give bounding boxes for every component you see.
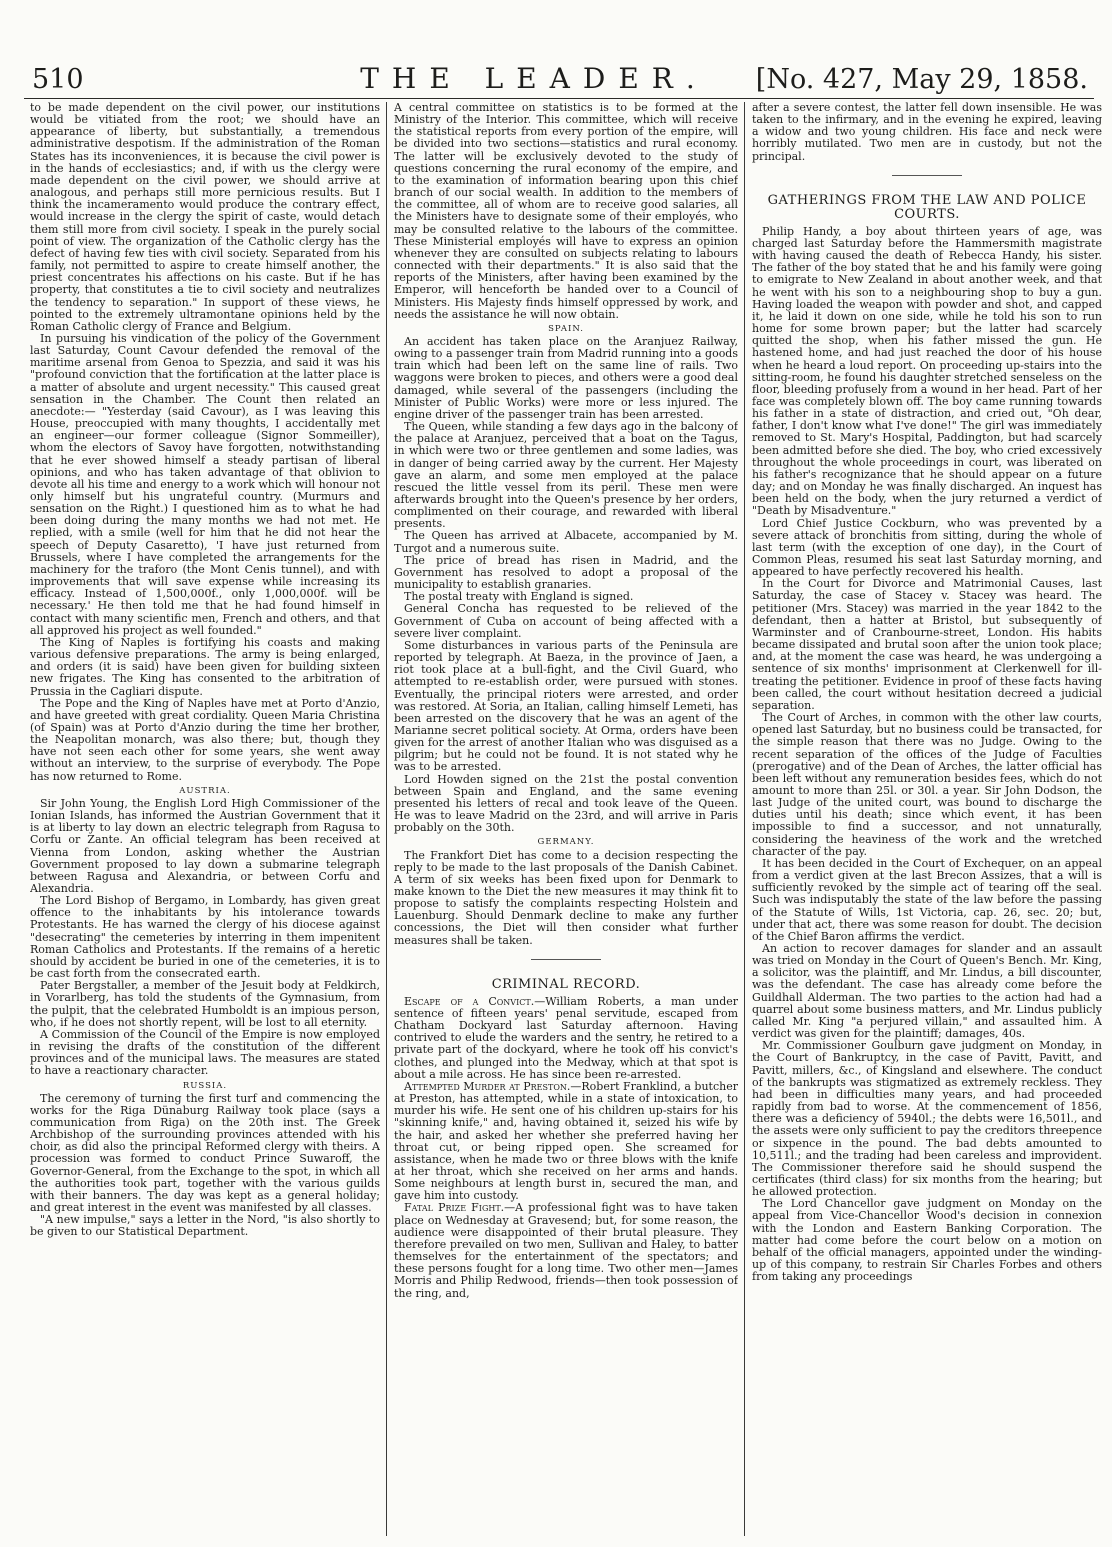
paragraph: A Commission of the Council of the Empire is now employed in revising the drafts of the constitution of the different provinces and of the municipal laws. The measures are stated to have a reactionary character. [30,1027,380,1078]
paragraph: The Lord Chancellor gave judgment on Monday on the appeal from Vice-Chancellor Wood's decision in connexion with the London and Eastern Banking Corporation. The matter had come before the court below on a motion on behalf of the official managers, appointed under the winding-up of this company, to restrain Sir Charles Forbes and others from taking any proceedings [752,1197,1102,1284]
paragraph: General Concha has requested to be relieved of the Government of Cuba on account of being affected with a severe liver complaint. [394,602,738,640]
paragraph: An action to recover damages for slander and an assault was tried on Monday in the Court of Queen's Bench. Mr. King, a solicitor, was the plaintiff, and Mr. Lindus, a bill discounter, was the defendant. The case has already come before the Guildhall Alderman. The two parties to the action had had a quarrel about some business matters, and Mr. Lindus publicly called Mr. King "a perjured villain," and assaulted him. A verdict was given for the plaintiff; damages, 40s. [752,942,1102,1041]
paragraph: Some disturbances in various parts of the Peninsula are reported by telegraph. At Baeza, in the province of Jaen, a riot took place at a bull-fight, and the Civil Guard, who attempted to re-establish order, were pursued with stones. Eventually, the principal rioters were arrested, and order was restored. At Soria, an Italian, calling himself Lemeti, has been arrested on the discovery that he was an agent of the Marianne secret political society. At Orma, orders have been given for the arrest of another Italian who was disguised as a pilgrim; but he could not be found. It is not stated why he was to be arrested. [394,638,738,774]
issue-date: [No. 427, May 29, 1858. [755,64,1088,95]
section-heading-austria: AUSTRIA. [179,785,231,796]
paragraph: In the Court for Divorce and Matrimonial Causes, last Saturday, the case of Stacey v. Stacey was heard. The petitioner (Mrs. Stacey) was married in the year 1842 to the defendant, then a hatter at Bristol, but subsequently of Warminster and of Cranbourne-street, London. His habits became dissipated and brutal soon after the union took place; and, at the moment the case was heard, he was undergoing a sentence of six months' imprisonment at Clerkenwell for ill-treating the petitioner. Evidence in proof of these facts having been called, the court without hesitation decreed a judicial separation. [752,577,1102,712]
section-heading-germany: GERMANY. [537,837,595,848]
run-in-heading: Fatal Prize Fight. [404,1201,505,1215]
column-middle [394,102,738,1542]
paragraph: The Queen, while standing a few days ago in the balcony of the palace at Aranjuez, perceived that a boat on the Tagus, in which were two or three gentlemen and some ladies, was in danger of being carried away by the current. Her Majesty gave an alarm, and some men employed at the palace rescued the little vessel from its peril. These men were afterwards brought into the Queen's presence by her orders, complimented on their courage, and rewarded with liberal presents. [394,420,738,531]
section-heading-law-courts: GATHERINGS FROM THE LAW AND POLICE COURTS. [767,192,1087,222]
column-left [30,102,380,1542]
paragraph: Mr. Commissioner Goulburn gave judgment on Monday, in the Court of Bankruptcy, in the case of Pavitt, Pavitt, and Pavitt, millers, &c., of Kingsland and elsewhere. The conduct of the bankrupts was stigmatized as extremely reckless. They had been in difficulties many years, and had proceeded rapidly from bad to worse. At the commencement of 1856, there was a deficiency of 5940l.; the debts were 16,501l., and the assets were only sufficient to pay the creditors threepence or sixpence in the pound. The bad debts amounted to 10,511l.; and the trading had been careless and improvident. The Commissioner therefore said he should suspend the certificates (third class) for six months from the hearing; but he allowed protection. [752,1039,1102,1199]
section-heading-russia: RUSSIA. [182,1080,228,1091]
section-heading-criminal-record: CRIMINAL RECORD. [491,976,641,992]
column-right [752,102,1102,1542]
paragraph [394,1202,738,1299]
paragraph: Lord Chief Justice Cockburn, who was prevented by a severe attack of bronchitis from sitting, during the whole of last term (with the exception of one day), in the Court of Common Pleas, resumed his seat last Saturday morning, and appeared to have perfectly recovered his health. [752,516,1102,579]
paragraph: The price of bread has risen in Madrid, and the Government has resolved to adopt a proposal of the municipality to establish granaries. [394,553,738,592]
paragraph: It has been decided in the Court of Exchequer, on an appeal from a verdict given at the last Brecon Assizes, that a will is sufficiently revoked by the simple act of tearing off the seal. Such was indisputably the state of the law before the passing of the Statute of Wills, 1st Victoria, cap. 26, sec. 20; but, under that act, there was some reason for doubt. The decision of the Chief Baron affirms the verdict. [752,856,1102,943]
paragraph: Lord Howden signed on the 21st the postal convention between Spain and England, and the same evening presented his letters of recal and took leave of the Queen. He was to leave Madrid on the 23rd, and will arrive in Paris probably on the 30th. [394,772,738,835]
paragraph: after a severe contest, the latter fell down insensible. He was taken to the infirmary, and in the evening he expired, leaving a widow and two young children. His face and neck were horribly mutilated. Two men are in custody, but not the principal. [752,102,1102,163]
paragraph: Pater Bergstaller, a member of the Jesuit body at Feldkirch, in Vorarlberg, has told the students of the Gymnasium, from the pulpit, that the celebrated Humboldt is an impious person, who, if he does not shortly repent, will be lost to all eternity. [30,979,380,1029]
paragraph: The ceremony of turning the first turf and commencing the works for the Riga Dünaburg Railway took place (says a communication from Riga) on the 20th inst. The Greek Archbishop of the surrounding provinces attended with his choir, as did also the principal Reformed clergy with theirs. A procession was formed to conduct Prince Suwaroff, the Governor-General, from the Exchange to the spot, in which all the authorities took part, together with the various guilds with their banners. The day was kept as a general holiday; and great interest in the event was manifested by all classes. [30,1091,380,1215]
paragraph: The Lord Bishop of Bergamo, in Lombardy, has given great offence to the inhabitants by his intolerance towards Protestants. He has warned the clergy of his diocese against "desecrating" the cemeteries by interring in them impenitent Roman Catholics and Protestants. If the remains of a heretic should by accident be buried in one of the cemeteries, it is to be cast forth from the consecrated earth. [30,894,380,981]
paragraph: In pursuing his vindication of the policy of the Government last Saturday, Count Cavour defended the removal of the maritime arsenal from Genoa to Spezzia, and said it was his "profound conviction that the fortification at the latter place is a matter of absolute and urgent necessity." This caused great sensation in the Chamber. The Count then related an anecdote:— "Yesterday (said Cavour), as I was leaving this House, preoccupied with many thoughts, I accidentally met an engineer—our former colleague (Signor Sommeiller), whom the electors of Savoy have forgotten, notwithstanding that he ever showed himself a steady partisan of liberal opinions, and who has taken advantage of that oblivion to devote all his time and energy to a work which will honour not only himself but his ungrateful country. (Murmurs and sensation on the Right.) I questioned him as to what he had been doing during the many months we had not met. He replied, with a smile (well for him that he did not hear the speech of Deputy Casaretto), 'I have just returned from Brussels, where I have completed the arrangements for the machinery for the traforo (the Mont Cenis tunnel), and with improvements that will save expense while increasing its efficacy. Instead of 1,500,000f., only 1,000,000f. will be necessary.' He then told me that he had found himself in contact with many scientific men, French and others, and that all approved his project as well founded." [30,331,380,637]
column-divider [386,102,387,1536]
paragraph: A central committee on statistics is to be formed at the Ministry of the Interior. This committee, which will receive the statistical reports from every portion of the empire, will be divided into two sections—statistics and rural economy. The latter will be exclusively devoted to the study of questions concerning the rural economy of the empire, and to the examination of information bearing upon this chief branch of our social wealth. In addition to the members of the committee, all of whom are to receive good salaries, all the Ministers have to designate some of their employés, who may be consulted relative to the labours of the committee. These Ministerial employés will have to express an opinion whenever they are consulted on subjects relating to labours connected with their departments." It is also said that the reports of the Ministers, after having been examined by the Emperor, will henceforth be handed over to a Council of Ministers. His Majesty finds himself oppressed by work, and needs the assistance he will now obtain. [394,102,738,321]
section-divider [892,175,962,176]
paragraph: The Pope and the King of Naples have met at Porto d'Anzio, and have greeted with great cordiality. Queen Maria Christina (of Spain) was at Porto d'Anzio during the time her brother, the Neapolitan monarch, was also there; but, though they have not seen each other for some years, she went away without an interview, to the surprise of everybody. The Pope has now returned to Rome. [30,696,380,783]
section-divider [531,959,601,960]
paragraph: Philip Handy, a boy about thirteen years of age, was charged last Saturday before the Hammersmith magistrate with having caused the death of Rebecca Handy, his sister. The father of the boy stated that he and his family were going to emigrate to New Zealand in about another week, and that he went with his son to a neighbouring shop to buy a gun. Having loaded the weapon with powder and shot, and capped it, he laid it down on one side, while he told his son to run home for some brown paper; but the latter had scarcely quitted the shop, when his father missed the gun. He hastened home, and had just reached the door of his house when he heard a loud report. On proceeding up-stairs into the sitting-room, he found his daughter stretched senseless on the floor, bleeding profusely from a wound in her head. Part of her face was completely blown off. The boy came running towards his father in a state of distraction, and cried out, "Oh dear, father, I don't know what I've done!" The girl was immediately removed to St. Mary's Hospital, Paddington, but had scarcely been admitted before she died. The boy, who cried excessively throughout the whole proceedings in court, was liberated on his father's recognizance that he should appear on a future day; and on Monday he was finally discharged. An inquest has been held on the body, when the jury returned a verdict of "Death by Misadventure." [752,224,1102,518]
paragraph: The Queen has arrived at Albacete, accompanied by M. Turgot and a numerous suite. [394,529,738,555]
run-in-heading: Escape of a Convict. [404,994,535,1008]
paragraph-body: —A professional fight was to have taken place on Wednesday at Gravesend; but, for some reason, the audience were disappointed of their brutal pleasure. They therefore prevailed on two men, Sullivan and Haley, to batter themselves for the entertainment of the spectators; and these persons fought for a long time. Two other men—James Morris and Philip Redwood, friends—then took possession of the ring, and, [394,1201,738,1300]
page-number: 510 [32,64,84,95]
newspaper-title: THE LEADER. [360,62,708,95]
paragraph [394,996,738,1081]
run-in-heading: Attempted Murder at Preston. [404,1079,571,1093]
paragraph [394,1081,738,1203]
paragraph: An accident has taken place on the Aranjuez Railway, owing to a passenger train from Madrid running into a goods train which had been left on the same line of rails. Two waggons were broken to pieces, and others were a good deal damaged, while several of the passengers (including the Minister of Public Works) were more or less injured. The engine driver of the passenger train has been arrested. [394,334,738,421]
paragraph: to be made dependent on the civil power, our institutions would be vitiated from the root; we should have an appearance of liberty, but substantially, a tremendous administrative despotism. If the administration of the Roman States has its inconveniences, it is because the civil power is in the hands of ecclesiastics; and, if with us the clergy were made dependent on the civil power, we should arrive at analogous, and perhaps still more pernicious results. But I think the incameramento would produce the contrary effect, would increase in the clergy the spirit of caste, would detach them still more from civil society. I speak in the purely social point of view. The organization of the Catholic clergy has the defect of having few ties with civil society. Separated from his family, not permitted to aspire to create himself another, the priest concentrates his affections on his caste. But if he has property, that constitutes a tie to civil society and neutralizes the tendency to separation." In support of these views, he pointed to the extremely ultramontane opinions held by the Roman Catholic clergy of France and Belgium. [30,102,380,333]
paragraph: Sir John Young, the English Lord High Commissioner of the Ionian Islands, has informed the Austrian Government that it is at liberty to lay down an electric telegraph from Ragusa to Corfu or Zante. An official telegram has been received at Vienna from London, asking whether the Austrian Government proposed to lay down a submarine telegraph between Ragusa and Alexandria, or between Corfu and Alexandria. [30,796,380,895]
paragraph: The Court of Arches, in common with the other law courts, opened last Saturday, but no business could be transacted, for the simple reason that there was no Judge. Owing to the recent separation of the offices of the Judge of Faculties (prerogative) and of the Dean of Arches, the latter official has been left without any remuneration besides fees, which do not amount to more than 25l. or 30l. a year. Sir John Dodson, the last Judge of the united court, was bound to discharge the duties until his death; since which event, it has been impossible to find a successor, and not unnaturally, considering the heaviness of the work and the wretched character of the pay. [752,711,1102,858]
paragraph-body: —William Roberts, a man under sentence of fifteen years' penal servitude, escaped from Chatham Dockyard last Saturday afternoon. Having contrived to elude the warders and the sentry, he retired to a private part of the dockyard, where he took off his convict's clothes, and plunged into the Medway, which at that spot is about a mile across. He has since been re-arrested. [394,994,738,1081]
masthead [24,58,1094,99]
paragraph: The Frankfort Diet has come to a decision respecting the reply to be made to the last proposals of the Danish Cabinet. A term of six weeks has been fixed upon for Denmark to make known to the Diet the new measures it may think fit to propose to satisfy the complaints respecting Holstein and Lauenburg. Should Denmark decline to make any further concessions, the Diet will then consider what further measures shall be taken. [394,848,738,947]
paragraph-body: —Robert Franklind, a butcher at Preston, has attempted, while in a state of intoxication, to murder his wife. He sent one of his children up-stairs for his "skinning knife," and, having obtained it, seized his wife by the hair, and asked her whether she preferred having her throat cut, or being ripped open. She screamed for assistance, when he made two or three blows with the knife at her throat, which she received on her arms and hands. Some neighbours at length burst in, secured the man, and gave him into custody. [394,1079,738,1203]
column-divider [744,102,745,1536]
paragraph: The King of Naples is fortifying his coasts and making various defensive preparations. The army is being enlarged, and orders (it is said) have been given for building sixteen new frigates. The King has consented to the arbitration of Prussia in the Cagliari dispute. [30,635,380,698]
paragraph: The postal treaty with England is signed. [404,590,634,604]
paragraph: "A new impulse," says a letter in the Nord, "is also shortly to be given to our Statistical Department. [30,1213,380,1239]
section-heading-spain: SPAIN. [548,323,584,334]
